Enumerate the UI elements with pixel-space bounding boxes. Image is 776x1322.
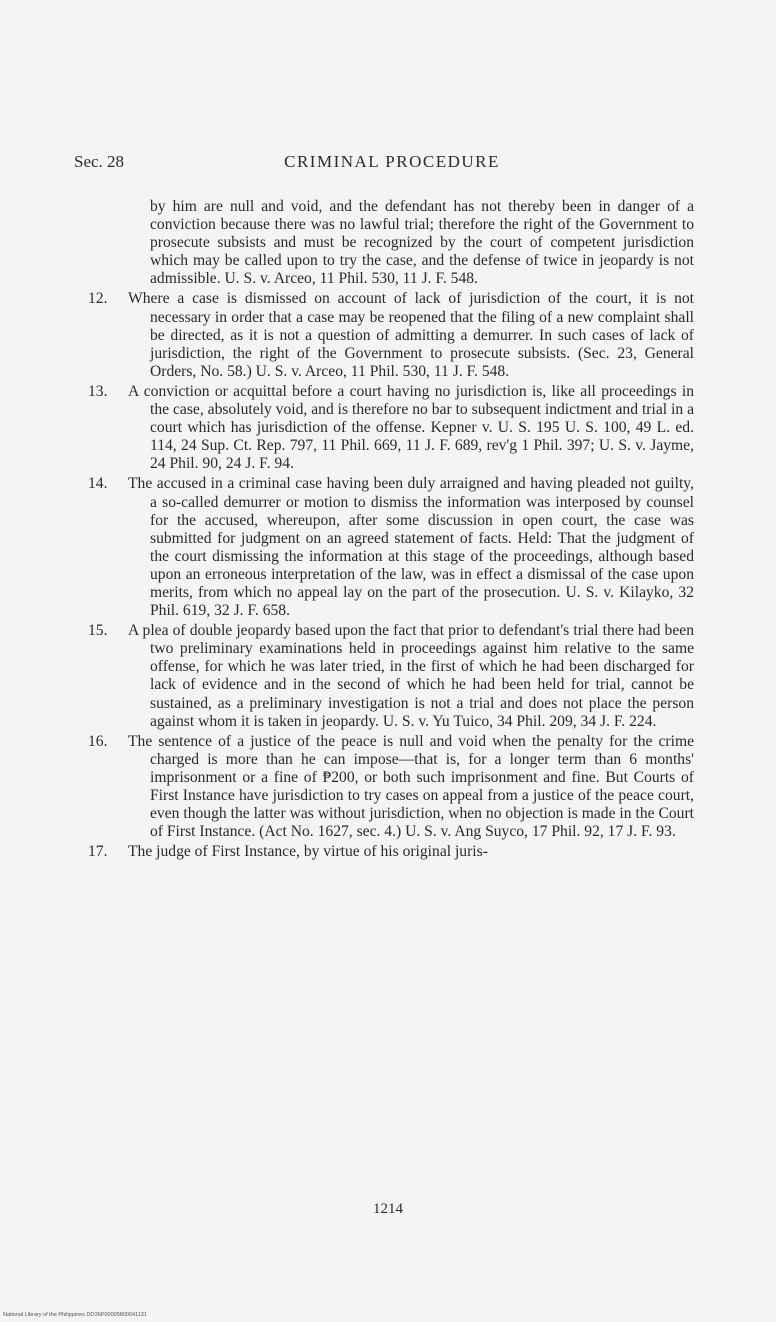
entry-text: A conviction or acquittal before a court having no jurisdiction is, like all proceedings in the case, absolutely void, and is therefore no bar to subsequent indictment and trial in a court which has jurisdiction of the offense. Kepner v. U. S. 195 U. S. 100, 49 L. ed. 114, 24 Sup. Ct. Rep. 797, 11 Phil. 669, 11 J. F. 689, rev'g 1 Phil. 397; U. S. v. Jayme, 24 Phil. 90, 24 J. F. 94.: [128, 382, 694, 473]
footer-credit: National Library of the Philippines DO36P00005800041131: [3, 1312, 147, 1318]
entry-text: Where a case is dismissed on account of lack of jurisdiction of the court, it is not necessary in order that a case may be reopened that the filing of a new complaint shall be directed, as it is not a question of admitting a demurrer. In such cases of lack of jurisdiction, the right of the Government to prosecute subsists. (Sec. 23, General Orders, No. 58.) U. S. v. Arceo, 11 Phil. 530, 11 J. F. 548.: [128, 290, 694, 380]
entry-number: 15.: [88, 622, 108, 640]
entry-13: [88, 383, 694, 473]
section-label: Sec. 28: [74, 152, 125, 171]
entry-text: The sentence of a justice of the peace is null and void when the penalty for the crime charged is more than he can impose—that is, for a longer term than 6 months' imprisonment or a fine of ₱200, or both such imprisonment and fine. But Courts of First Instance have jurisdiction to try cases on appeal from a justice of the peace court, even though the latter was without jurisdiction, when no objection is made in the Court of First Instance. (Act No. 1627, sec. 4.) U. S. v. Ang Suyco, 17 Phil. 92, 17 J. F. 93.: [128, 732, 694, 841]
running-title: CRIMINAL PROCEDURE: [284, 152, 500, 171]
entry-14: [88, 475, 694, 620]
running-head: [74, 152, 710, 174]
entry-number: 16.: [88, 732, 108, 750]
entry-number: 13.: [88, 382, 108, 400]
entry-12: [88, 290, 694, 380]
entry-17: [88, 843, 694, 861]
continuation-paragraph: by him are null and void, and the defendant has not thereby been in danger of a conviction because there was no lawful trial; therefore the right of the Government to prosecute subsists and must be recognized by the court of competent jurisdiction which may be called upon to try the case, and the defense of twice in jeopardy is not admissible. U. S. v. Arceo, 11 Phil. 530, 11 J. F. 548.: [150, 198, 694, 288]
entry-number: 14.: [88, 475, 108, 493]
entry-16: [88, 733, 694, 842]
entry-text: The accused in a criminal case having been duly arraigned and having pleaded not guilty, a so-called demurrer or motion to dismiss the information was interposed by counsel for the accused, whereupon, after some discussion in open court, the case was submitted for judgment on an agreed statement of facts. Held: That the judgment of the court dismissing the information at this stage of the proceedings, although based upon an erroneous interpretation of the law, was in effect a dismissal of the case upon merits, from which no appeal lay on the part of the prosecution. U. S. v. Kilayko, 32 Phil. 619, 32 J. F. 658.: [128, 475, 694, 620]
entry-text: The judge of First Instance, by virtue of his original juris-: [128, 843, 488, 861]
body-text: [88, 198, 694, 863]
entry-15: [88, 622, 694, 731]
entry-number: 17.: [88, 843, 108, 861]
entry-text: A plea of double jeopardy based upon the fact that prior to defendant's trial there had been two preliminary examinations held in proceedings against him relative to the same offense, for which he was later tried, in the first of which he had been discharged for lack of evidence and in the second of which he had been held for trial, cannot be sustained, as a preliminary investigation is not a trial and does not place the person against whom it is taken in jeopardy. U. S. v. Yu Tuico, 34 Phil. 209, 34 J. F. 224.: [128, 622, 694, 730]
entry-number: 12.: [88, 290, 108, 308]
page-number: 1214: [373, 1201, 403, 1217]
